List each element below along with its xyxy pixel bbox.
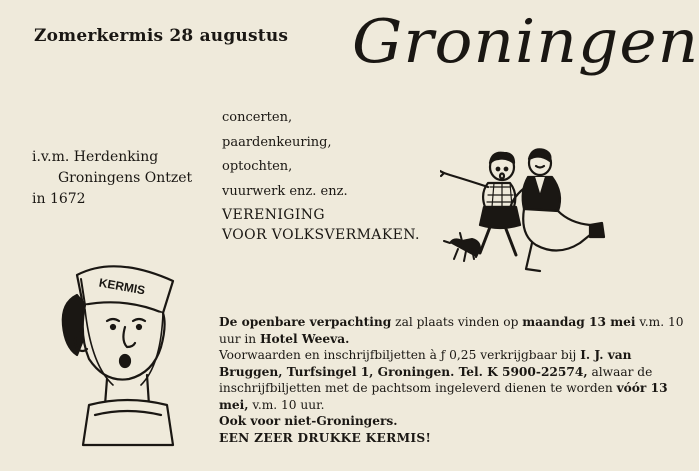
kermis-guard-illustration (55, 255, 190, 455)
body-text: alwaar de inschrijfbiljetten met de pachtsom ingeleverd dienen te worden (219, 364, 653, 395)
event-item: paardenkeuring, (222, 134, 332, 150)
bold-text: vóór 13 mei, (219, 381, 668, 412)
paragraph-voorwaarden (219, 347, 689, 413)
announcement-body (219, 314, 689, 446)
body-text: v.m. 10 uur. (248, 397, 325, 412)
commemoration-line: in 1672 (32, 191, 86, 207)
event-item: vuurwerk enz. enz. (222, 183, 348, 199)
bold-text: I. J. van Bruggen, Turfsingel 1, Groningen. Tel. K 5900-22574, (219, 348, 632, 379)
running-couple-illustration (440, 145, 610, 275)
organization-line: VERENIGING (222, 207, 326, 223)
events-list (222, 106, 348, 204)
paragraph-drukke-kermis (219, 430, 689, 447)
body-text: Voorwaarden en inschrijfbiljetten à ƒ 0,25 verkrijgbaar bij (219, 348, 581, 362)
organization-line: VOOR VOLKSVERMAKEN. (222, 227, 420, 243)
commemoration-line: Groningens Ontzet (58, 170, 193, 186)
city-title: Groningen (352, 7, 699, 77)
organization-name (222, 205, 420, 245)
commemoration-text (32, 147, 192, 210)
body-text: v.m. 10 uur in (219, 315, 684, 346)
bold-text: maandag 13 mei (522, 315, 636, 329)
commemoration-line: i.v.m. Herdenking (32, 149, 159, 165)
paragraph-niet-groningers (219, 413, 689, 430)
paragraph-verpachting (219, 314, 689, 347)
cap-label: KERMIS (97, 275, 147, 298)
bold-text: Hotel Weeva. (260, 331, 350, 346)
body-text: zal plaats vinden op (391, 315, 523, 329)
event-item: optochten, (222, 159, 293, 174)
bold-text: EEN ZEER DRUKKE KERMIS! (219, 430, 432, 445)
bold-text: De openbare verpachting (219, 315, 392, 329)
event-date-heading: Zomerkermis 28 augustus (34, 26, 289, 46)
event-item: concerten, (222, 110, 293, 125)
bold-text: Ook voor niet-Groningers. (219, 414, 398, 428)
